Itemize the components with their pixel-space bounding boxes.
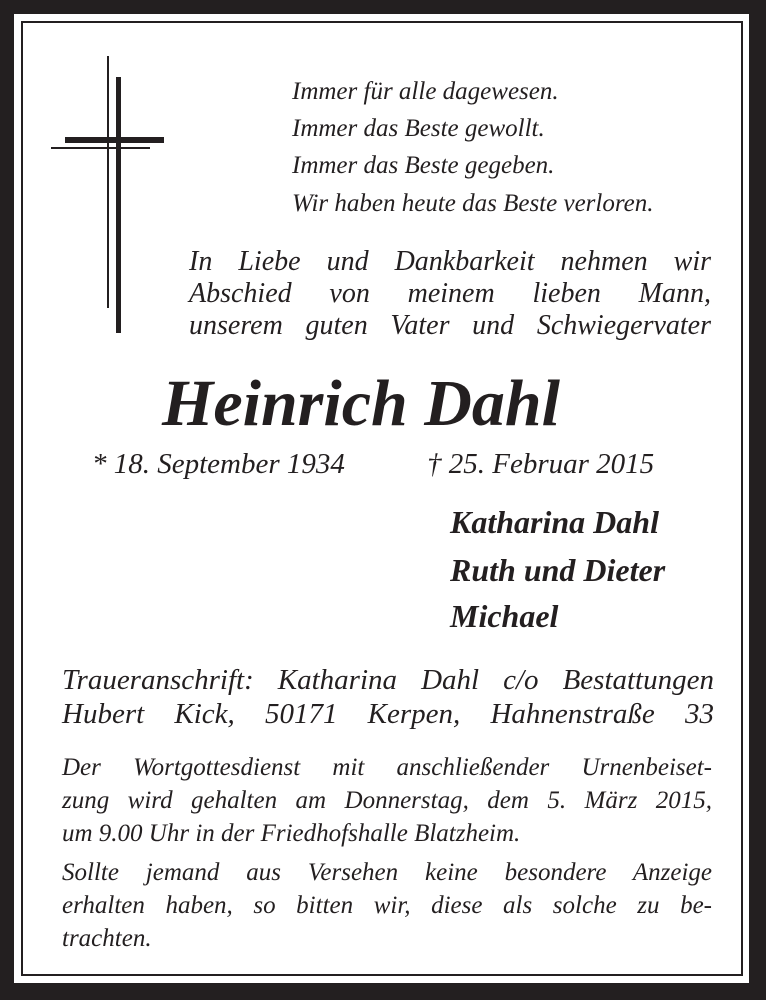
family-member: Ruth und Dieter: [450, 552, 666, 588]
family-member: Katharina Dahl: [450, 504, 659, 540]
death-date: † 25. Februar 2015: [427, 448, 655, 480]
notice-line: Sollte jemand aus Versehen keine besondere Anzeige: [62, 859, 712, 886]
intro-line: Abschied von meinem lieben Mann,: [189, 278, 711, 309]
service-line: Der Wortgottesdienst mit anschließender Urnenbeiset-: [62, 754, 712, 781]
family-member: Michael: [450, 598, 559, 634]
service-line: zung wird gehalten am Donnerstag, dem 5. März 2015,: [62, 787, 712, 814]
address-line: Hubert Kick, 50171 Kerpen, Hahnenstraße 33: [62, 698, 714, 730]
poem-line: Immer für alle dagewesen.: [292, 78, 559, 105]
poem-line: Immer das Beste gegeben.: [292, 152, 555, 179]
poem-line: Immer das Beste gewollt.: [292, 115, 545, 142]
deceased-name: Heinrich Dahl: [162, 367, 560, 440]
intro-line: unserem guten Vater und Schwiegervater: [189, 310, 711, 341]
intro-line: In Liebe und Dankbarkeit nehmen wir: [189, 246, 711, 277]
service-line: um 9.00 Uhr in der Friedhofshalle Blatzheim.: [62, 820, 521, 847]
address-line: Traueranschrift: Katharina Dahl c/o Bestattungen: [62, 664, 714, 696]
notice-line: erhalten haben, so bitten wir, diese als solche zu be-: [62, 892, 712, 919]
notice-line: trachten.: [62, 925, 152, 952]
obituary-notice: [14, 14, 749, 983]
birth-date: * 18. September 1934: [92, 448, 345, 480]
poem-line: Wir haben heute das Beste verloren.: [292, 190, 654, 217]
